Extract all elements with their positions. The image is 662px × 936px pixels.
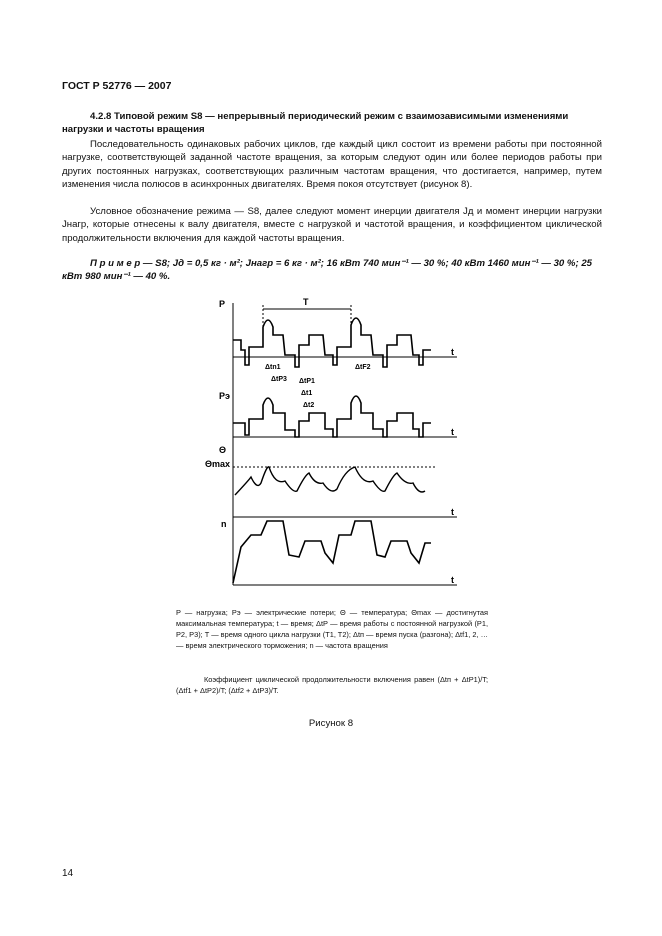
dtn1-label: Δtn1 — [265, 364, 281, 371]
period-label: T — [303, 297, 309, 307]
loss-curve — [233, 396, 431, 437]
paragraph-1: Последовательность одинаковых рабочих циклов, где каждый цикл состоит из времени работы при постоянной нагрузке, соответствующей заданной частоте вращения, за которым следуют один или более периодов работы при других постоянных нагрузках, соответствующих различным частотам вращения, что достигается, например, путем изменения числа полюсов в асинхронных двигателях. Время покоя отсутствует (рисунок 8). — [62, 139, 602, 191]
figure-legend-duty: Коэффициент циклической продолжительности включения равен (Δtп + ΔtP1)/T; (Δtf1 + ΔtP2)/T; (Δtf2 + ΔtP3)/T. — [176, 675, 488, 695]
p-axis-label: P — [219, 299, 226, 309]
page-number: 14 — [62, 868, 74, 879]
theta-max-label: Θmax — [205, 459, 231, 469]
dt2-label: Δt2 — [303, 402, 315, 409]
temperature-curve — [235, 467, 425, 495]
speed-curve — [233, 521, 431, 583]
figure-legend: P — нагрузка; Pэ — электрические потери; Θ — температура; Θmax — достигнутая максимальная температура; t — время; ΔtP — время работы с постоянной нагрузкой (P1, P2, P3); T — время одного цикла нагрузки (T1, T2); Δtп — время пуска (разгона); Δtf1, 2, … — время электрического торможения; n — частота вращения — [176, 608, 488, 650]
theta-axis-label: Θ — [219, 445, 227, 455]
section-title: 4.2.8 Типовой режим S8 — непрерывный периодический режим с взаимозависимыми изменениями нагрузки и частоты вращения — [62, 111, 569, 135]
dt1-label: Δt1 — [301, 390, 313, 397]
t-label-3: t — [451, 507, 454, 517]
dtf2-label: ΔtF2 — [355, 364, 371, 371]
paragraph-2: Условное обозначение режима — S8, далее следуют момент инерции двигателя Jд и момент инерции нагрузки Jнагр, которые отнесены к валу двигателя, вместе с нагрузкой и частотой вращения, и коэффициентом циклической продолжительности включения для каждой частоты вращения. — [62, 206, 602, 244]
example-line: П р и м е р — S8; Jд = 0,5 кг · м²; Jнагр = 6 кг · м²; 16 кВт 740 мин⁻¹ — 30 %; 40 кВт 1460 мин⁻¹ — 30 %; 25 кВт 980 мин⁻¹ — 40 %. — [62, 258, 592, 282]
pe-axis-label: Pэ — [219, 391, 230, 401]
n-axis-label: n — [221, 519, 227, 529]
t-label-1: t — [451, 347, 454, 357]
t-label-2: t — [451, 427, 454, 437]
dtp1-label: ΔtP1 — [299, 378, 315, 385]
t-label-4: t — [451, 575, 454, 585]
figure-8-diagram — [205, 295, 465, 597]
document-header: ГОСТ Р 52776 — 2007 — [62, 80, 172, 92]
dtp3-label: ΔtP3 — [271, 376, 287, 383]
figure-caption: Рисунок 8 — [308, 718, 354, 729]
